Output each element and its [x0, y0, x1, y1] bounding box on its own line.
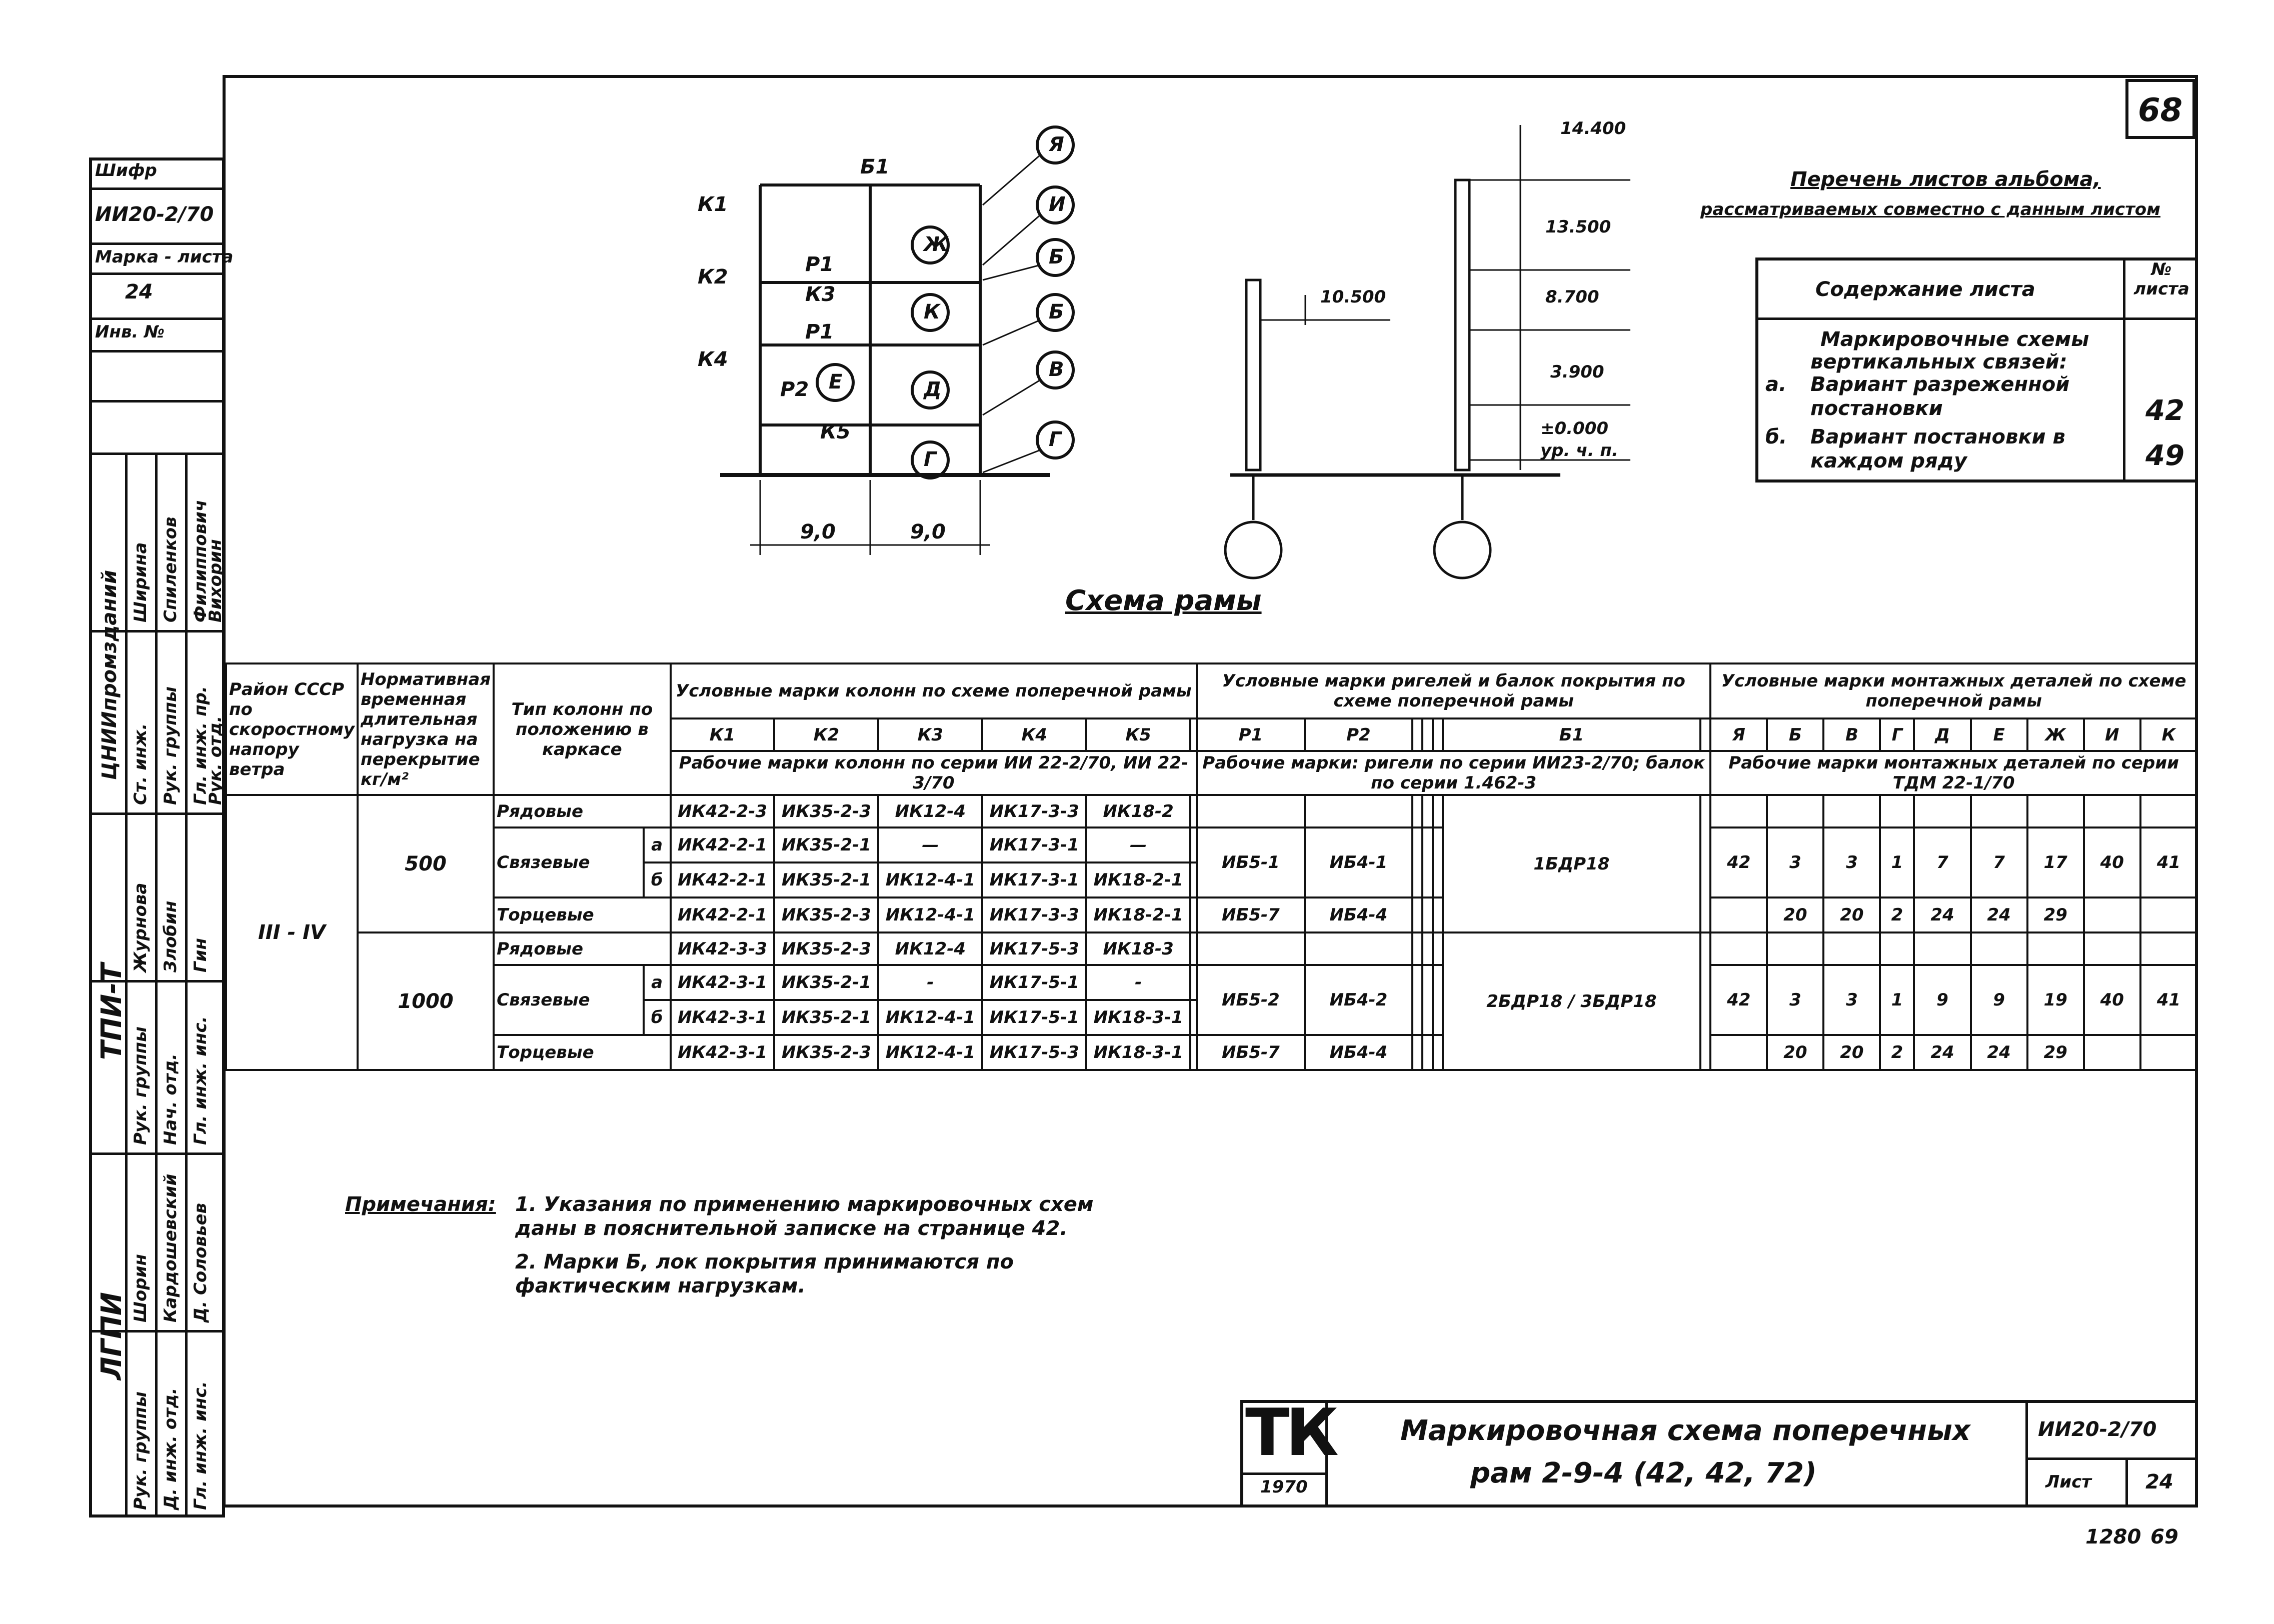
sheet-list-item-2-page: 49 — [2145, 440, 2184, 472]
sheet-list-col-number: № листа — [2133, 260, 2189, 300]
load-cell: 1000 — [358, 932, 494, 1070]
header-cols-work: Рабочие марки колонн по серии ИИ 22-2/70, ИИ 22-3/70 — [671, 751, 1197, 795]
span-dim-1: 9,0 — [800, 520, 836, 544]
org3-person-3: Д. Соловьев — [191, 1202, 211, 1322]
header-col-k3: К3 — [878, 718, 982, 751]
header-det-7: Ж — [2027, 718, 2084, 751]
node-label-2: И — [1049, 193, 1066, 216]
load-cell: 500 — [358, 795, 494, 932]
scheme-col-label-k2: К2 — [698, 266, 728, 288]
org1-person-3: Филиппович — [191, 500, 211, 622]
title-sheet-label: Лист — [2045, 1472, 2091, 1492]
node-label-7: Е — [829, 370, 843, 394]
org1-person-4: Вихорин — [206, 539, 226, 622]
cipher-label: Шифр — [95, 160, 157, 180]
org1-person-2: Спиленков — [161, 516, 181, 622]
node-label-8: Д — [924, 378, 942, 401]
org2-role-1: Рук. группы — [131, 1026, 151, 1145]
node-label-9: В — [1049, 358, 1064, 381]
header-col-blank — [1190, 718, 1197, 751]
header-region: Район СССР по скоростному напору ветра — [226, 664, 358, 795]
title-year: 1970 — [1260, 1477, 1308, 1497]
org1-person-1: Ширина — [131, 542, 151, 622]
header-beams-work: Рабочие марки: ригели по серии ИИ23-2/70; балок по серии 1.462-3 — [1197, 751, 1710, 795]
level-1: 14.400 — [1560, 118, 1626, 138]
notes-heading: Примечания: — [345, 1193, 496, 1216]
scheme-beam-label-1: Р1 — [805, 253, 834, 276]
node-label-4: Б — [1049, 246, 1064, 268]
sheet-list-item-2-text: Вариант постановки в каждом ряду — [1810, 426, 2065, 472]
header-det-9: К — [2140, 718, 2197, 751]
span-dim-2: 9,0 — [910, 520, 946, 544]
mark-value: 24 — [125, 280, 153, 304]
header-det-1: Я — [1710, 718, 1767, 751]
title-sheet-number: 24 — [2145, 1470, 2173, 1494]
header-det-5: Д — [1914, 718, 1970, 751]
table-row: Торцевые ИК42-2-1 ИК35-2-3 ИК12-4-1 ИК17-3-3 ИК18-2-1 ИБ5-7 ИБ4-4 20 20 2 24 24 29 — [226, 898, 2197, 932]
header-col-k4: К4 — [982, 718, 1086, 751]
org3-name: ЛГПИ — [96, 1292, 128, 1380]
table-row: Связевые а ИК42-3-1 ИК35-2-1 - ИК17-5-1 - ИБ5-2 ИБ4-2 42 3 3 1 9 9 19 40 41 — [226, 965, 2197, 1000]
scheme-top-beam-label: Б1 — [860, 156, 890, 178]
title-cipher: ИИ20-2/70 — [2038, 1418, 2157, 1441]
note-2: 2. Марки Б, лок покрытия принимаются по фактическим нагрузкам. — [515, 1250, 1014, 1298]
header-beam-6: Б1 — [1443, 718, 1700, 751]
mark-label: Марка - листа — [95, 247, 234, 267]
org2-person-1: Журнова — [131, 882, 151, 972]
scheme-beam-label-5: К5 — [820, 420, 851, 444]
org1-role-3: Гл. инж. пр. — [191, 686, 211, 805]
inv-label: Инв. № — [95, 322, 165, 342]
footer-number-2: 69 — [2150, 1526, 2178, 1548]
header-beam-5 — [1433, 718, 1443, 751]
cipher-value: ИИ20-2/70 — [95, 203, 214, 226]
corner-sheet-number: 68 — [2138, 92, 2183, 129]
sheet-list-item-1-mark: а. — [1765, 373, 1787, 396]
org1-role-4: Рук. отд. — [206, 716, 226, 805]
org3-role-3: Гл. инж. инс. — [191, 1381, 211, 1510]
org2-role-3: Гл. инж. инс. — [191, 1016, 211, 1145]
sheet-list-item-1-page: 42 — [2145, 394, 2184, 427]
logo-tk: ТК — [1245, 1394, 1335, 1470]
sheet-list-content-1: Маркировочные схемы — [1820, 328, 2089, 351]
scheme-beam-label-3: Р1 — [805, 320, 834, 344]
header-beam-3 — [1412, 718, 1422, 751]
org3-role-2: Д. инж. отд. — [161, 1388, 181, 1510]
org2-person-3: Гин — [191, 938, 211, 972]
title-line-2: рам 2-9-4 (42, 42, 72) — [1470, 1457, 1817, 1490]
org2-role-2: Нач. отд. — [161, 1054, 181, 1145]
header-det-3: В — [1823, 718, 1880, 751]
table-row: б ИК42-2-1 ИК35-2-1 ИК12-4-1 ИК17-3-1 ИК18-2-1 — [226, 862, 2197, 898]
main-table — [225, 662, 2198, 1071]
sheet-list-item-2-mark: б. — [1765, 426, 1787, 448]
elevation-diagram — [1210, 115, 1670, 590]
table-row: 1000 Рядовые ИК42-3-3 ИК35-2-3 ИК12-4 ИК17-5-3 ИК18-3 2БДР18 / 3БДР18 — [226, 932, 2197, 965]
header-det-8: И — [2084, 718, 2140, 751]
header-det-6: Е — [1971, 718, 2027, 751]
sheet-list-title-2: рассматриваемых совместно с данным листом — [1700, 200, 2160, 220]
org2-person-2: Злобин — [161, 900, 181, 972]
org3-person-1: Шорин — [131, 1254, 151, 1322]
scheme-caption: Схема рамы — [1065, 584, 1262, 617]
header-beam-2: Р2 — [1305, 718, 1412, 751]
scheme-col-label-k4: К4 — [698, 348, 728, 371]
header-col-k2: К2 — [774, 718, 878, 751]
level-5: 3.900 — [1550, 362, 1604, 382]
header-beam-4 — [1422, 718, 1432, 751]
frame-scheme-diagram — [690, 115, 1100, 575]
sheet-list-content-2: вертикальных связей: — [1810, 350, 2067, 374]
header-details-work: Рабочие марки монтажных деталей по серии ТДМ 22-1/70 — [1710, 751, 2197, 795]
sheet-list-item-1-text: Вариант разреженной постановки — [1810, 373, 2070, 420]
org1-role-2: Рук. группы — [161, 686, 181, 805]
node-label-10: Г — [924, 448, 937, 471]
header-beams-group: Условные марки ригелей и балок покрытия по схеме поперечной рамы — [1197, 664, 1710, 718]
org3-person-2: Кардошевский — [161, 1174, 181, 1322]
table-row: III - IV 500 Рядовые ИК42-2-3 ИК35-2-3 ИК12-4 ИК17-3-3 ИК18-2 1БДР18 — [226, 795, 2197, 828]
region-cell: III - IV — [226, 795, 358, 1070]
level-3: 10.500 — [1320, 287, 1386, 307]
sheet-list-title-1: Перечень листов альбома, — [1790, 168, 2101, 191]
header-beam-1: Р1 — [1197, 718, 1304, 751]
node-label-11: Г — [1049, 428, 1062, 451]
table-row: Связевые а ИК42-2-1 ИК35-2-1 — ИК17-3-1 — ИБ5-1 ИБ4-1 42 3 3 1 7 7 17 40 41 — [226, 828, 2197, 862]
title-line-1: Маркировочная схема поперечных — [1400, 1414, 1970, 1447]
org3-role-1: Рук. группы — [131, 1392, 151, 1510]
note-1: 1. Указания по применению маркировочных схем даны в пояснительной записке на странице 42. — [515, 1193, 1094, 1240]
header-col-k5: К5 — [1086, 718, 1190, 751]
node-label-6: Б — [1049, 300, 1064, 324]
header-col-k1: К1 — [671, 718, 775, 751]
header-cols-group: Условные марки колонн по схеме поперечной рамы — [671, 664, 1197, 718]
header-details-group: Условные марки монтажных деталей по схеме поперечной рамы — [1710, 664, 2197, 718]
node-label-3: Ж — [924, 233, 948, 256]
sheet-list-col-content: Содержание листа — [1815, 278, 2035, 301]
scheme-beam-label-2: К3 — [805, 283, 836, 306]
header-load: Нормативная временная длительная нагрузка на перекрытие кг/м² — [358, 664, 494, 795]
header-det-2: Б — [1767, 718, 1823, 751]
footer-number-1: 1280 — [2085, 1526, 2141, 1548]
header-det-4: Г — [1880, 718, 1914, 751]
header-type: Тип колонн по положению в каркасе — [494, 664, 670, 795]
table-row: б ИК42-3-1 ИК35-2-1 ИК12-4-1 ИК17-5-1 ИК18-3-1 — [226, 1000, 2197, 1035]
level-2: 13.500 — [1545, 217, 1611, 237]
node-label-5: К — [924, 300, 940, 324]
table-row: Торцевые ИК42-3-1 ИК35-2-3 ИК12-4-1 ИК17-5-3 ИК18-3-1 ИБ5-7 ИБ4-4 20 20 2 24 24 29 — [226, 1035, 2197, 1070]
header-beam-gap — [1700, 718, 1710, 751]
org2-name: ТПИ-Т — [96, 963, 128, 1060]
scheme-col-label-k1: К1 — [698, 193, 728, 216]
level-6: ±0.000 — [1540, 418, 1609, 438]
org1-name: ЦНИИпромзданий — [98, 570, 121, 780]
level-4: 8.700 — [1545, 287, 1599, 307]
org1-role-1: Ст. инж. — [131, 723, 151, 805]
scheme-beam-label-4: Р2 — [780, 378, 809, 401]
level-7: ур. ч. п. — [1540, 440, 1618, 460]
node-label-1: Я — [1049, 133, 1064, 156]
